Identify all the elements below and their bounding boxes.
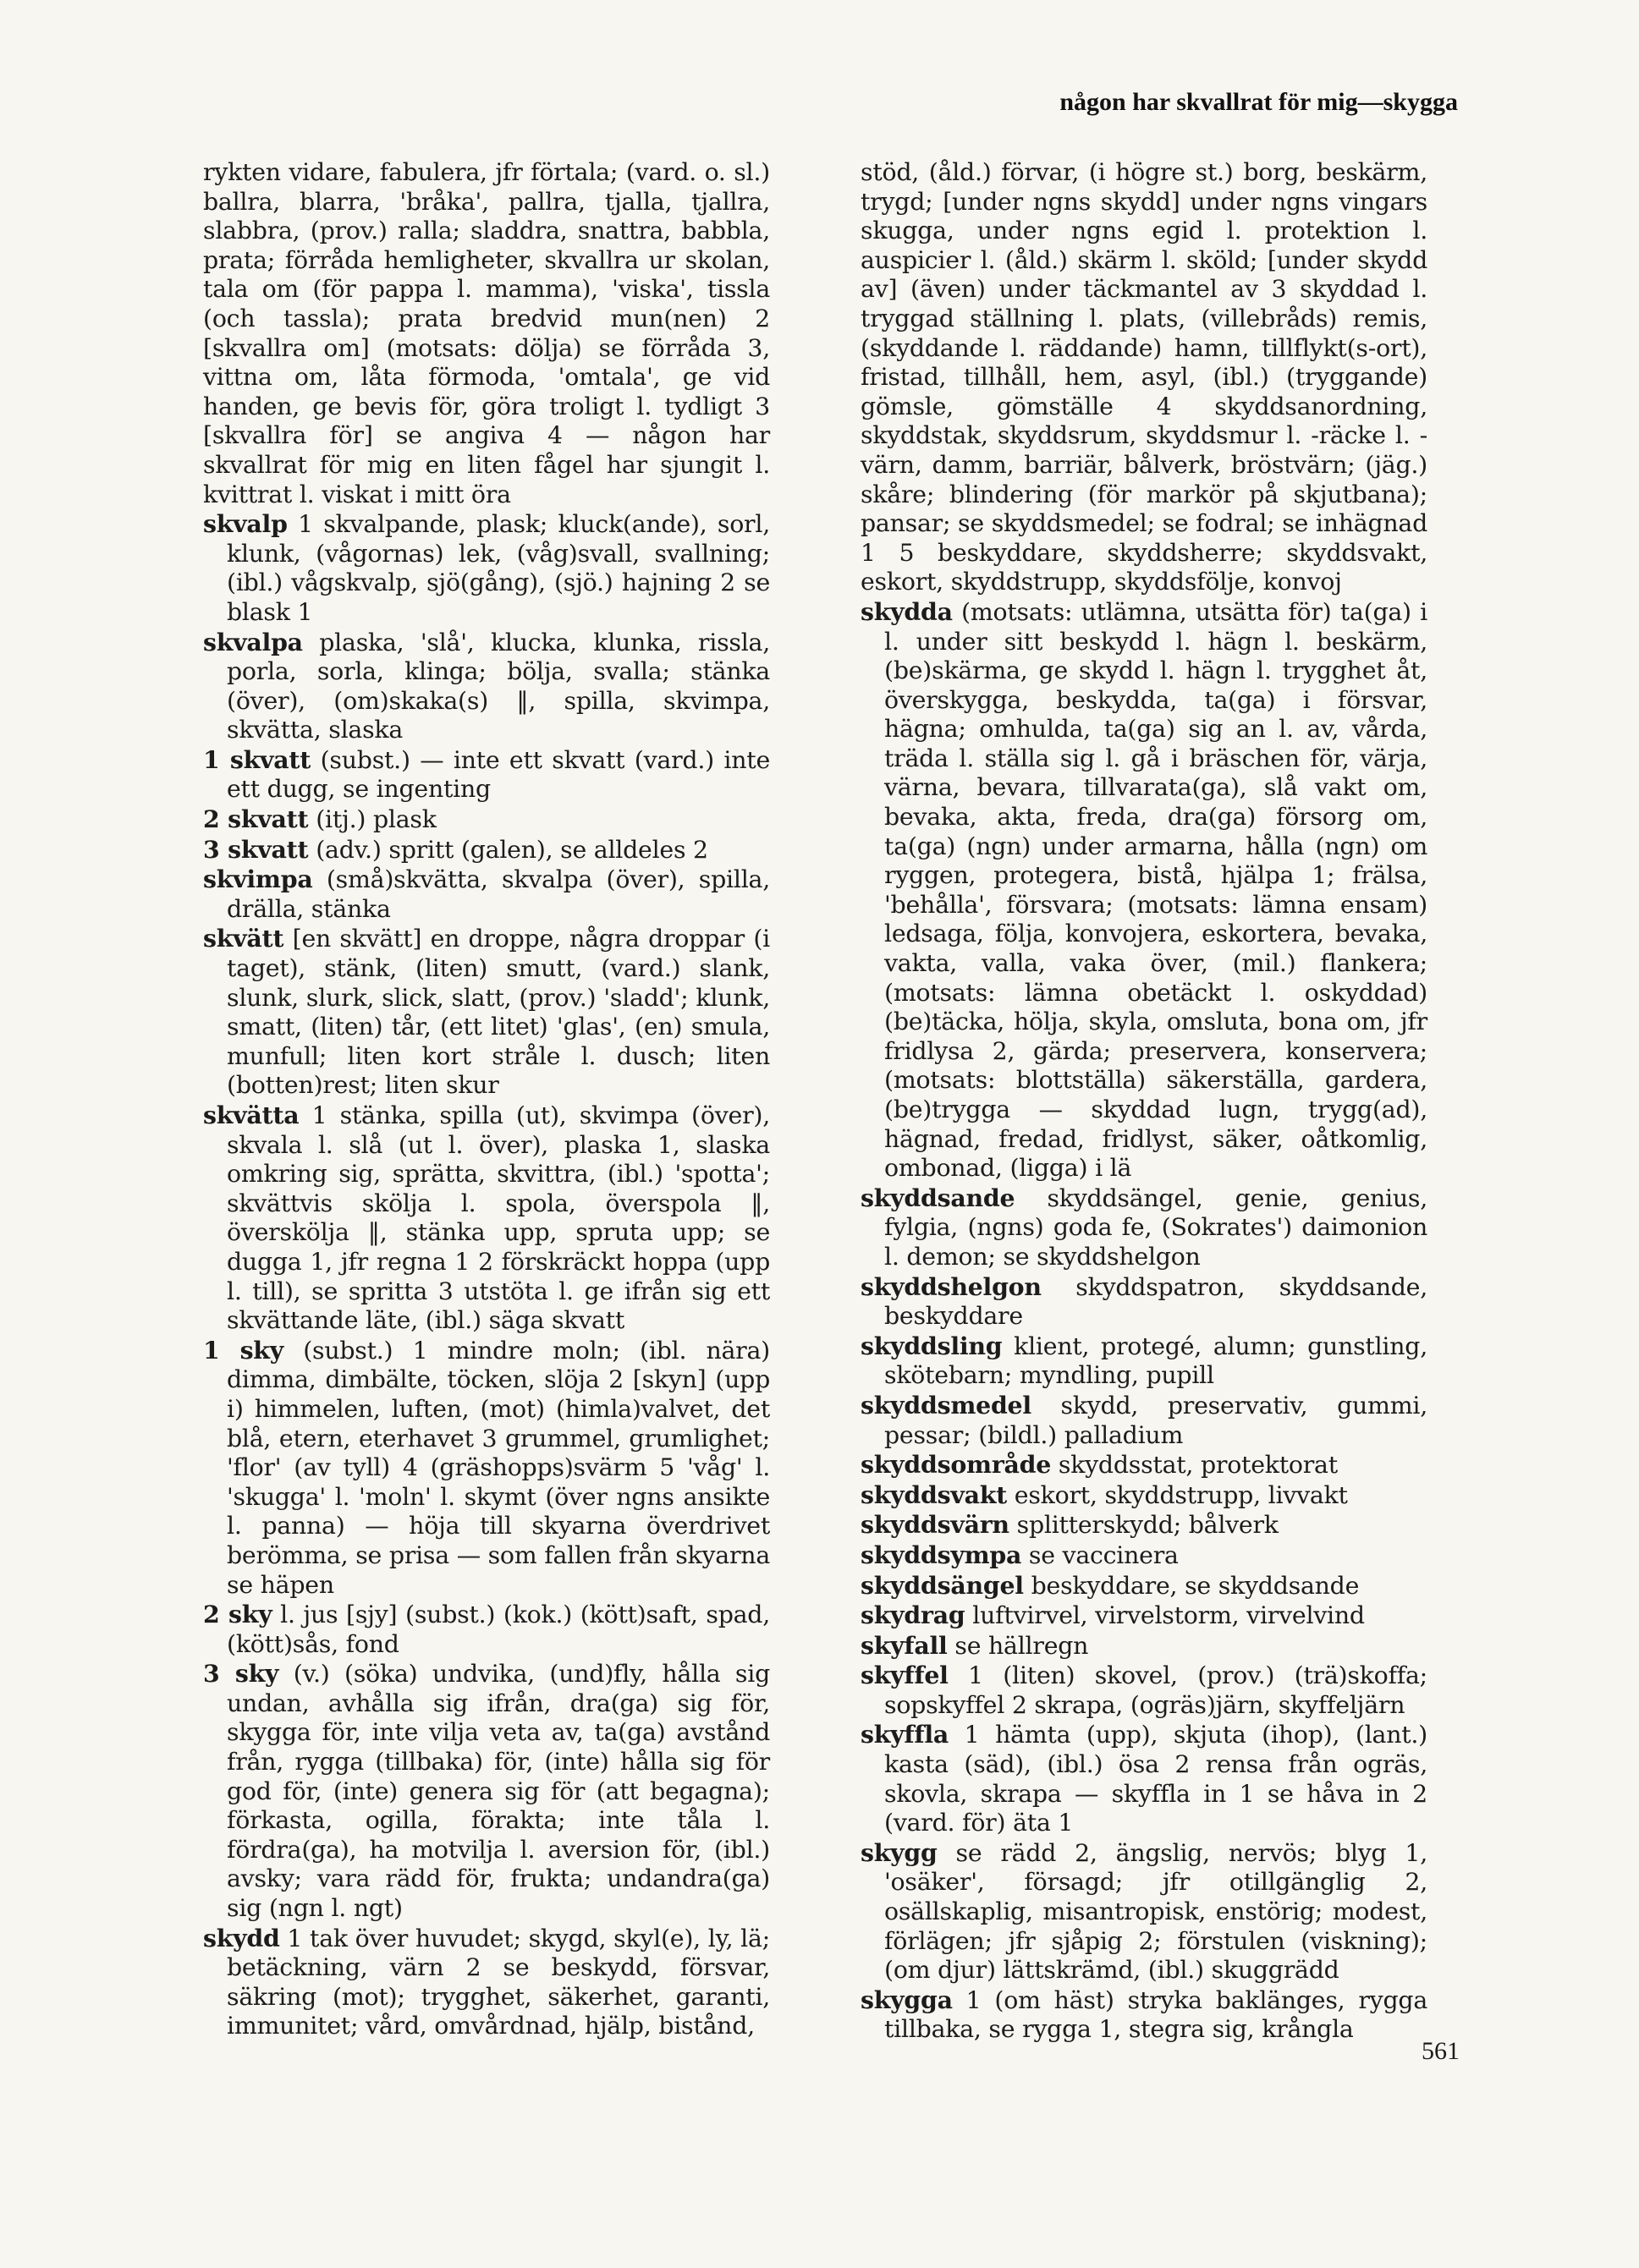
headword: skydd [203, 1923, 280, 1952]
dictionary-entry [861, 1480, 1427, 1511]
entry-text: rykten vidare, fabulera, jfr förtala; (vard. o. sl.) ballra, blarra, 'bråka', pallra, tjalla, tjallra, slabbra, (prov.) ralla; sladdra, snattra, babbla, prata; förråda hemligheter, skvallra ur skolan, tala om (för pappa l. mamma), 'viska', tissla (och tassla); prata bredvid mun(nen) 2 [skvallra om] (motsats: dölja) se förråda 3, vittna om, låta förmoda, 'omtala', ge vid handen, ge bevis för, göra troligt l. tydligt 3 [skvallra för] se angiva 4 — någon har skvallrat för mig en liten fågel har sjungit l. kvittrat l. viskat i mitt öra [203, 158, 770, 508]
dictionary-entry [203, 865, 770, 924]
entry-text: [en skvätt] en droppe, några droppar (i taget), stänk, (liten) smutt, (vard.) slank, slunk, slurk, slick, slatt, (prov.) 'sladd'; klunk, smatt, (liten) tår, (ett litet) 'glas', (en) smula, munfull; liten kort stråle l. dusch; liten (botten)rest; liten skur [227, 925, 770, 1100]
entry-text: 1 skvalpande, plask; kluck(ande), sorl, klunk, (vågornas) lek, (våg)svall, svallning; (ibl.) vågskvalp, sjö(gång), (sjö.) hajning 2 se blask 1 [227, 510, 770, 626]
entry-text: skyddsängel, genie, genius, fylgia, (ngns) goda fe, (Sokrates') daimonion l. demon; se skyddshelgon [884, 1183, 1427, 1271]
dictionary-entry [203, 924, 770, 1101]
headword: skvätta [203, 1101, 300, 1129]
entry-text: l. jus [sjy] (subst.) (kok.) (kött)saft, spad, (kött)sås, fond [227, 1601, 770, 1658]
dictionary-entry [203, 1600, 770, 1659]
entry-text: (motsats: utlämna, utsätta för) ta(ga) i l. under sitt beskydd l. hägn l. beskärm, (be)skärma, ge skydd l. hägn l. trygghet åt, överskygga, beskydda, ta(ga) i försvar, hägna; omhulda, ta(ga) sig an l. av, vårda, träda l. ställa sig l. gå i bräschen för, värja, värna, bevara, tillvarata(ga), slå vakt om, bevaka, akta, freda, dra(ga) försorg om, ta(ga) (ngn) under armarna, hålla (ngn) om ryggen, protegera, bistå, hjälpa 1; frälsa, 'behålla', försvara; (motsats: lämna ensam) ledsaga, följa, konvojera, eskortera, bevaka, vakta, valla, vaka över, (mil.) flankera; (motsats: lämna obetäckt l. oskyddad) (be)täcka, hölja, skyla, omsluta, bona om, jfr fridlysa 2, gärda; preservera, konservera; (motsats: blottställa) säkerställa, gardera, (be)trygga — skyddad lugn, trygg(ad), hägnad, fredad, fridlyst, säker, oåtkomlig, ombonad, (ligga) i lä [884, 597, 1427, 1183]
dictionary-entry [203, 1924, 770, 2041]
left-column [203, 158, 770, 2041]
headword: skyddsområde [861, 1450, 1052, 1480]
headword: skyffla [861, 1720, 949, 1749]
headword: 1 skvatt [203, 744, 311, 774]
dictionary-entry [861, 1540, 1427, 1571]
headword: 3 skvatt [203, 834, 309, 864]
entry-text: 1 hämta (upp), skjuta (ihop), (lant.) kasta (säd), (ibl.) ösa 2 rensa från ogräs, skovla, skrapa — skyffla in 1 se håva in 2 (vard. för) äta 1 [884, 1721, 1427, 1837]
entry-text: skyddspatron, skyddsande, beskyddare [884, 1272, 1427, 1331]
headword: skvalpa [203, 627, 303, 656]
entry-text: (itj.) plask [308, 805, 437, 834]
entry-text: (subst.) — inte ett skvatt (vard.) inte ett dugg, se ingenting [227, 745, 770, 804]
entry-text: 1 (om häst) stryka baklänges, rygga tillbaka, se rygga 1, stegra sig, krångla [884, 1985, 1427, 2044]
entry-text: eskort, skyddstrupp, livvakt [1007, 1480, 1348, 1509]
dictionary-entry [861, 597, 1427, 1183]
dictionary-entry [203, 628, 770, 745]
dictionary-entry [861, 1601, 1427, 1631]
headword: skyffel [861, 1661, 949, 1690]
headword: skyddsmedel [861, 1390, 1031, 1420]
headword: skygga [861, 1985, 953, 2014]
headword: skygg [861, 1837, 938, 1867]
dictionary-entry [861, 1272, 1427, 1332]
dictionary-entry [861, 1661, 1427, 1720]
dictionary-entry [861, 1631, 1427, 1661]
dictionary-entry [861, 1838, 1427, 1985]
entry-text: plaska, 'slå', klucka, klunka, rissla, porla, sorla, klinga; bölja, svalla; stänka (över), (om)skaka(s) ‖, spilla, skvimpa, skvätta, slaska [227, 628, 770, 744]
running-head: någon har skvallrat för mig—skygga [1059, 88, 1458, 116]
dictionary-entry [203, 1659, 770, 1923]
dictionary-entry [861, 1450, 1427, 1480]
headword: skyddsling [861, 1331, 1003, 1360]
headword: 1 sky [203, 1335, 283, 1365]
headword: 2 skvatt [203, 805, 309, 834]
entry-text: (v.) (söka) undvika, (und)fly, hålla sig undan, avhålla sig ifrån, dra(ga) sig för, skygga för, inte vilja veta av, ta(ga) avstånd från, rygga (tillbaka) för, (inte) hålla sig för god för, (inte) genera sig för (att begagna); förkasta, ogilla, förakta; inte tåla l. fördra(ga), ha motvilja l. aversion för, (ibl.) avsky; vara rädd för, frukta; undandra(ga) sig (ngn l. ngt) [227, 1660, 770, 1923]
dictionary-entry [203, 835, 770, 865]
headword: 3 sky [203, 1659, 279, 1689]
entry-text: stöd, (åld.) förvar, (i högre st.) borg, beskärm, trygd; [under ngns skydd] under ngns vingars skugga, under ngns egid l. protektion l. auspicier l. (åld.) skärm l. sköld; [under skydd av] (även) under täckmantel av 3 skyddad l. tryggad ställning l. plats, (villebråds) remis, (skyddande l. räddande) hamn, tillflykt(s-ort), fristad, tillhåll, hem, asyl, (ibl.) (tryggande) gömsle, gömställe 4 skyddsanordning, skyddstak, skyddsrum, skyddsmur l. -räcke l. -värn, damm, barriär, bålverk, bröstvärn; (jäg.) skåre; blindering (för markör på skjutbana); pansar; se skyddsmedel; se fodral; se inhägnad 1 5 beskyddare, skyddsherre; skyddsvakt, eskort, skyddstrupp, skyddsfölje, konvoj [861, 158, 1427, 596]
headword: skydda [861, 596, 953, 626]
dictionary-entry [861, 158, 1427, 597]
page-number: 561 [1422, 2037, 1460, 2065]
entry-text: skyddsstat, protektorat [1051, 1451, 1338, 1480]
headword: skvimpa [203, 865, 313, 894]
dictionary-entry [861, 1985, 1427, 2045]
dictionary-entry [861, 1391, 1427, 1450]
headword: skyddsympa [861, 1540, 1022, 1569]
entry-text: 1 (liten) skovel, (prov.) (trä)skoffa; sopskyffel 2 skrapa, (ogräs)järn, skyffeljärn [884, 1661, 1427, 1719]
entry-text: (subst.) 1 mindre moln; (ibl. nära) dimma, dimbälte, töcken, slöja 2 [skyn] (upp i) himmelen, luften, (mot) (himla)valvet, det blå, etern, eterhavet 3 grummel, grumlighet; 'flor' (av tyll) 4 (gräshopps)svärm 5 'våg' l. 'skugga' l. 'moln' l. skymt (över ngns ansikte l. panna) — höja till skyarna överdrivet berömma, se prisa — som fallen från skyarna se häpen [227, 1336, 771, 1599]
dictionary-entry [861, 1720, 1427, 1837]
dictionary-entry [203, 805, 770, 835]
dictionary-entry [861, 1183, 1427, 1272]
entry-text: beskyddare, se skyddsande [1023, 1571, 1360, 1600]
entry-text: luftvirvel, virvelstorm, virvelvind [965, 1601, 1365, 1630]
entry-text: 1 stänka, spilla (ut), skvimpa (över), skvala l. slå (ut l. över), plaska 1, slaska omkring sig, sprätta, skvittra, (ibl.) 'spotta'; skvättvis skölja l. spola, överspola ‖, överskölja ‖, stänka upp, spruta upp; se dugga 1, jfr regna 1 2 förskräckt hoppa (upp l. till), se spritta 3 utstöta l. ge ifrån sig ett skvättande läte, (ibl.) säga skvatt [227, 1101, 770, 1335]
dictionary-entry [203, 1101, 770, 1336]
headword: skyddsvakt [861, 1480, 1008, 1509]
dictionary-entry [861, 1510, 1427, 1540]
dictionary-entry [203, 158, 770, 509]
dictionary-entry [861, 1332, 1427, 1391]
headword: skyddshelgon [861, 1271, 1042, 1301]
entry-text: skydd, preservativ, gummi, pessar; (bildl.) palladium [884, 1391, 1427, 1449]
dictionary-entry [203, 509, 770, 627]
entry-text: se hällregn [947, 1631, 1089, 1660]
dictionary-entry [861, 1571, 1427, 1601]
entry-text: se rädd 2, ängslig, nervös; blyg 1, 'osäker', försagd; jfr otillgänglig 2, osällskaplig, misantropisk, enstörig; modest, förlägen; jfr sjåpig 2; förstulen (viskning); (om djur) lättskrämd, (ibl.) skuggrädd [884, 1838, 1427, 1985]
headword: skvalp [203, 509, 288, 539]
right-column [861, 158, 1427, 2045]
headword: skvätt [203, 924, 284, 953]
headword: 2 sky [203, 1600, 272, 1629]
headword: skyddsvärn [861, 1510, 1009, 1540]
dictionary-entry [203, 745, 770, 805]
entry-text: 1 tak över huvudet; skygd, skyl(e), ly, lä; betäckning, värn 2 se beskydd, försvar, säkring (mot); trygghet, säkerhet, garanti, immunitet; vård, omvårdnad, hjälp, bistånd, [227, 1924, 770, 2040]
entry-text: (små)skvätta, skvalpa (över), spilla, drälla, stänka [227, 865, 770, 923]
headword: skyfall [861, 1630, 948, 1660]
entry-text: se vaccinera [1021, 1540, 1179, 1569]
entry-text: klient, protegé, alumn; gunstling, skötebarn; myndling, pupill [884, 1332, 1427, 1390]
entry-text: splitterskydd; bålverk [1009, 1511, 1279, 1540]
headword: skyddsande [861, 1183, 1015, 1212]
entry-text: (adv.) spritt (galen), se alldeles 2 [308, 835, 708, 864]
headword: skyddsängel [861, 1570, 1024, 1600]
dictionary-entry [203, 1336, 770, 1600]
headword: skydrag [861, 1601, 965, 1630]
